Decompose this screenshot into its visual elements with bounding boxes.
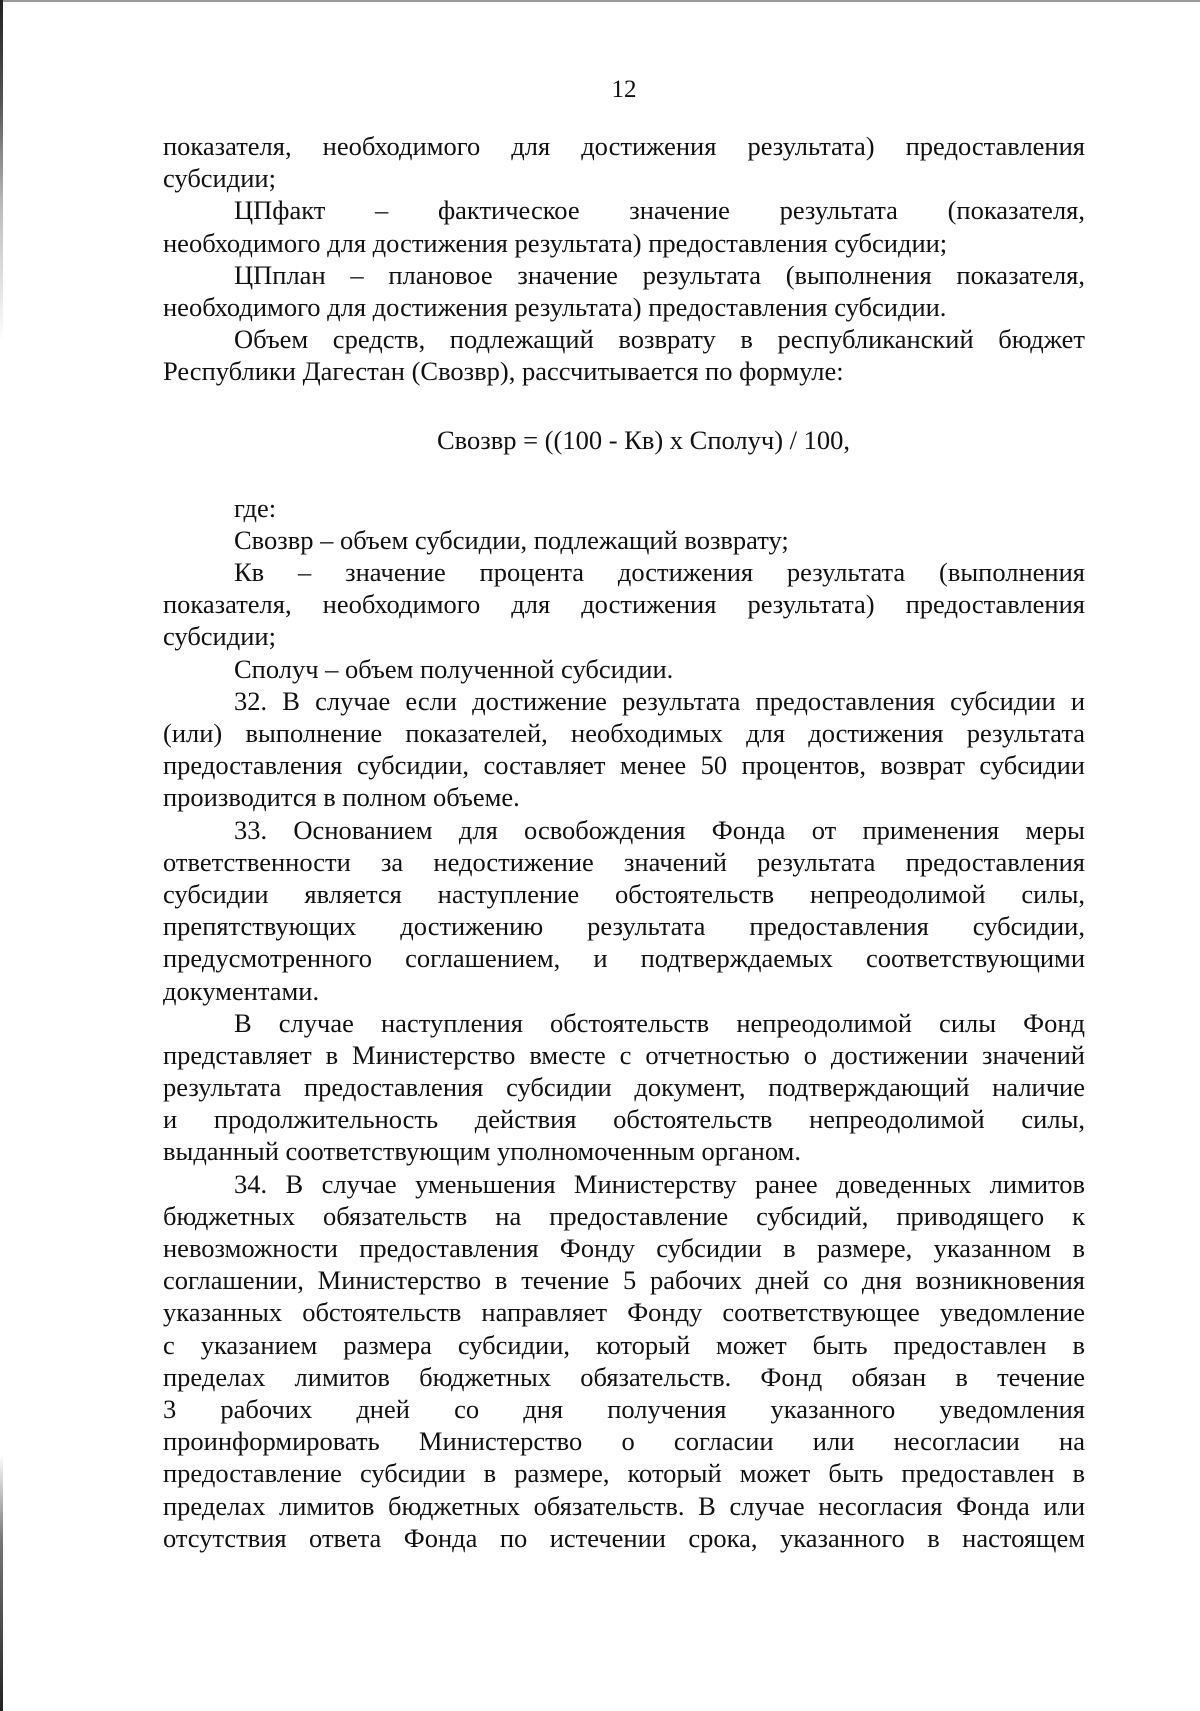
text-line: отсутствия ответа Фонда по истечении срока, указанного в настоящем (163, 1522, 1085, 1553)
text-line: необходимого для достижения результата) предоставления субсидии; (163, 227, 948, 258)
text-line: субсидии является наступление обстоятельств непреодолимой силы, (163, 878, 1085, 909)
text-line: документами. (163, 975, 320, 1006)
text-line: невозможности предоставления Фонду субсидии в размере, указанном в (163, 1233, 1085, 1263)
text-line: Объем средств, подлежащий возврату в республиканский бюджет (234, 324, 1085, 355)
text-line: Свозвр – объем субсидии, подлежащий возврату; (234, 524, 789, 555)
text-line: необходимого для достижения результата) предоставления субсидии. (163, 291, 947, 322)
text-line: 3 рабочих дней со дня получения указанного уведомления (163, 1393, 1085, 1424)
text-line: результата предоставления субсидии документ, подтверждающий наличие (163, 1072, 1085, 1103)
text-line: проинформировать Министерство о согласии или несогласии на (163, 1426, 1085, 1457)
text-line: ЦПфакт – фактическое значение результата (показателя, (234, 195, 1085, 226)
text-line: В случае наступления обстоятельств непреодолимой силы Фонд (234, 1007, 1085, 1038)
text-line: ответственности за недостижение значений результата предоставления (163, 846, 1085, 877)
text-line: и продолжительность действия обстоятельств непреодолимой силы, (163, 1104, 1085, 1135)
text-line: пределах лимитов бюджетных обязательств. В случае несогласия Фонда или (163, 1490, 1085, 1521)
text-line: предоставление субсидии в размере, который может быть предоставлен в (163, 1458, 1085, 1489)
text-line: с указанием размера субсидии, который может быть предоставлен в (163, 1329, 1085, 1360)
text-line: препятствующих достижению результата предоставления субсидии, (163, 911, 1085, 942)
text-line: (или) выполнение показателей, необходимых для достижения результата (163, 718, 1085, 748)
text-line: субсидии; (163, 621, 276, 652)
text-line: 34. В случае уменьшения Министерству ранее доведенных лимитов (234, 1168, 1085, 1199)
text-line: Республики Дагестан (Свозвр), рассчитывается по формуле: (163, 356, 844, 387)
text-line: выданный соответствующим уполномоченным органом. (163, 1136, 801, 1167)
page-number: 12 (611, 76, 637, 103)
text-line: Кв – значение процента достижения результата (выполнения (234, 557, 1085, 588)
text-line: 33. Основанием для освобождения Фонда от применения меры (234, 814, 1085, 845)
text-line: предусмотренного соглашением, и подтверждаемых соответствующими (163, 943, 1085, 974)
text-line: ЦПплан – плановое значение результата (выполнения показателя, (234, 259, 1085, 290)
text-line: Сполуч – объем полученной субсидии. (234, 653, 674, 684)
text-line: указанных обстоятельств направляет Фонду соответствующее уведомление (163, 1297, 1085, 1328)
text-line: соглашении, Министерство в течение 5 рабочих дней со дня возникновения (163, 1265, 1085, 1296)
scan-border-left (0, 0, 3, 1711)
scan-border-top (0, 0, 1200, 2)
text-line: субсидии; (163, 163, 276, 194)
text-line: где: (234, 492, 277, 523)
text-line: пределах лимитов бюджетных обязательств. Фонд обязан в течение (163, 1361, 1085, 1392)
text-line: производится в полном объеме. (163, 782, 520, 813)
formula-line: Свозвр = ((100 - Кв) x Сполуч) / 100, (437, 424, 851, 455)
text-line: предоставления субсидии, составляет менее 50 процентов, возврат субсидии (163, 750, 1085, 781)
text-line: показателя, необходимого для достижения результата) предоставления (163, 589, 1085, 620)
text-line: бюджетных обязательств на предоставление субсидий, приводящего к (163, 1200, 1085, 1231)
text-line: 32. В случае если достижение результата предоставления субсидии и (234, 685, 1085, 716)
document-body (163, 130, 1085, 1554)
text-line: представляет в Министерство вместе с отчетностью о достижении значений (163, 1039, 1085, 1070)
text-line: показателя, необходимого для достижения результата) предоставления (163, 131, 1085, 161)
